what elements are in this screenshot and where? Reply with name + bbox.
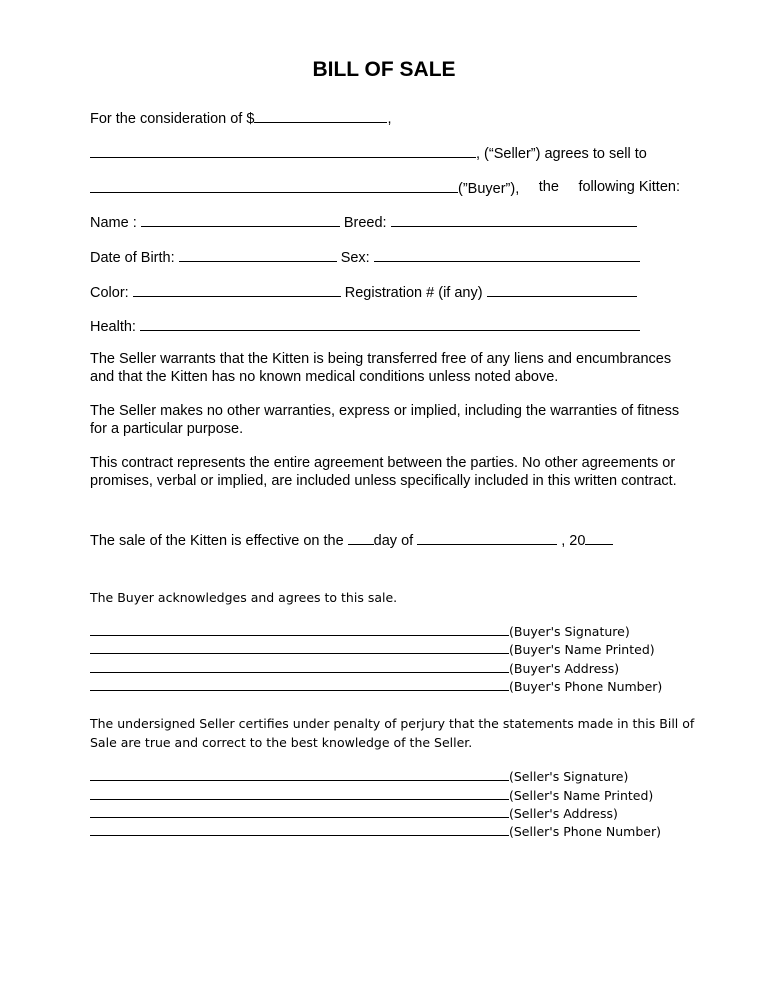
no-warranty-paragraph: The Seller makes no other warranties, express or implied, including the warranties of fitness for a particular purpose. [90, 403, 680, 437]
name-blank[interactable] [141, 212, 340, 227]
buyer-address-line[interactable] [90, 660, 509, 673]
name-breed-row [90, 212, 637, 232]
buyer-acknowledgement: The Buyer acknowledges and agrees to this sale. [90, 590, 398, 605]
page-title: BILL OF SALE [312, 58, 456, 81]
seller-signature-row [90, 768, 628, 785]
breed-label: Breed: [343, 215, 387, 231]
seller-name-blank[interactable] [90, 143, 476, 158]
buyer-address-caption: (Buyer's Address) [509, 661, 620, 676]
buyer-signature-caption: (Buyer's Signature) [509, 624, 630, 639]
buyer-phone-caption: (Buyer's Phone Number) [509, 679, 663, 694]
dob-sex-row [90, 247, 640, 267]
buyer-row [90, 178, 680, 198]
breed-blank[interactable] [391, 212, 637, 227]
effective-part1: The sale of the Kitten is effective on the [90, 533, 344, 549]
registration-label: Registration # (if any) [344, 285, 483, 301]
warranty-paragraph: The Seller warrants that the Kitten is being transferred free of any liens and encumbrances and that the Kitten has no known medical conditions unless noted above. [90, 351, 672, 385]
registration-blank[interactable] [487, 282, 637, 297]
effective-date-row [90, 530, 613, 550]
health-row [90, 316, 640, 336]
color-label: Color: [90, 285, 129, 301]
buyer-name-printed-caption: (Buyer's Name Printed) [509, 642, 655, 657]
color-blank[interactable] [133, 282, 341, 297]
buyer-name-printed-line[interactable] [90, 641, 509, 654]
buyer-label: (”Buyer”), [458, 181, 520, 197]
color-registration-row [90, 282, 637, 302]
effective-day-blank[interactable] [348, 530, 374, 545]
seller-phone-line[interactable] [90, 823, 509, 836]
buyer-signature-line[interactable] [90, 623, 509, 636]
buyer-phone-row [90, 678, 662, 695]
seller-certification: The undersigned Seller certifies under penalty of perjury that the statements made in this Bill of Sale are true and correct to the best knowledge of the Seller. [90, 716, 695, 750]
buyer-the: the [538, 179, 559, 195]
seller-address-caption: (Seller's Address) [509, 806, 618, 821]
consideration-end: , [387, 111, 392, 127]
buyer-following: following Kitten: [578, 179, 680, 195]
health-blank[interactable] [140, 316, 640, 331]
seller-phone-caption: (Seller's Phone Number) [509, 824, 661, 839]
seller-row [90, 143, 647, 163]
buyer-signature-row [90, 623, 630, 640]
effective-month-blank[interactable] [417, 530, 557, 545]
dob-blank[interactable] [179, 247, 337, 262]
seller-address-row [90, 805, 618, 822]
seller-label: , (“Seller”) agrees to sell to [476, 146, 647, 162]
consideration-row [90, 108, 391, 128]
name-label: Name : [90, 215, 137, 231]
entire-agreement-paragraph: This contract represents the entire agreement between the parties. No other agreements or promises, verbal or implied, are included unless specifically included in this written contract. [90, 455, 677, 489]
seller-signature-line[interactable] [90, 768, 509, 781]
buyer-phone-line[interactable] [90, 678, 509, 691]
consideration-label: For the consideration of $ [90, 111, 255, 127]
buyer-address-row [90, 660, 619, 677]
seller-signature-caption: (Seller's Signature) [509, 769, 629, 784]
sex-blank[interactable] [374, 247, 640, 262]
buyer-name-printed-row [90, 641, 655, 658]
seller-name-printed-line[interactable] [90, 787, 509, 800]
seller-address-line[interactable] [90, 805, 509, 818]
effective-year-blank[interactable] [585, 530, 613, 545]
effective-part2: day of [373, 533, 414, 549]
consideration-amount-blank[interactable] [254, 108, 387, 123]
sex-label: Sex: [340, 250, 370, 266]
seller-name-printed-caption: (Seller's Name Printed) [509, 788, 654, 803]
dob-label: Date of Birth: [90, 250, 175, 266]
seller-name-printed-row [90, 787, 653, 804]
health-label: Health: [90, 319, 136, 335]
effective-part3: , 20 [561, 533, 586, 549]
buyer-name-blank[interactable] [90, 178, 458, 193]
seller-phone-row [90, 823, 661, 840]
